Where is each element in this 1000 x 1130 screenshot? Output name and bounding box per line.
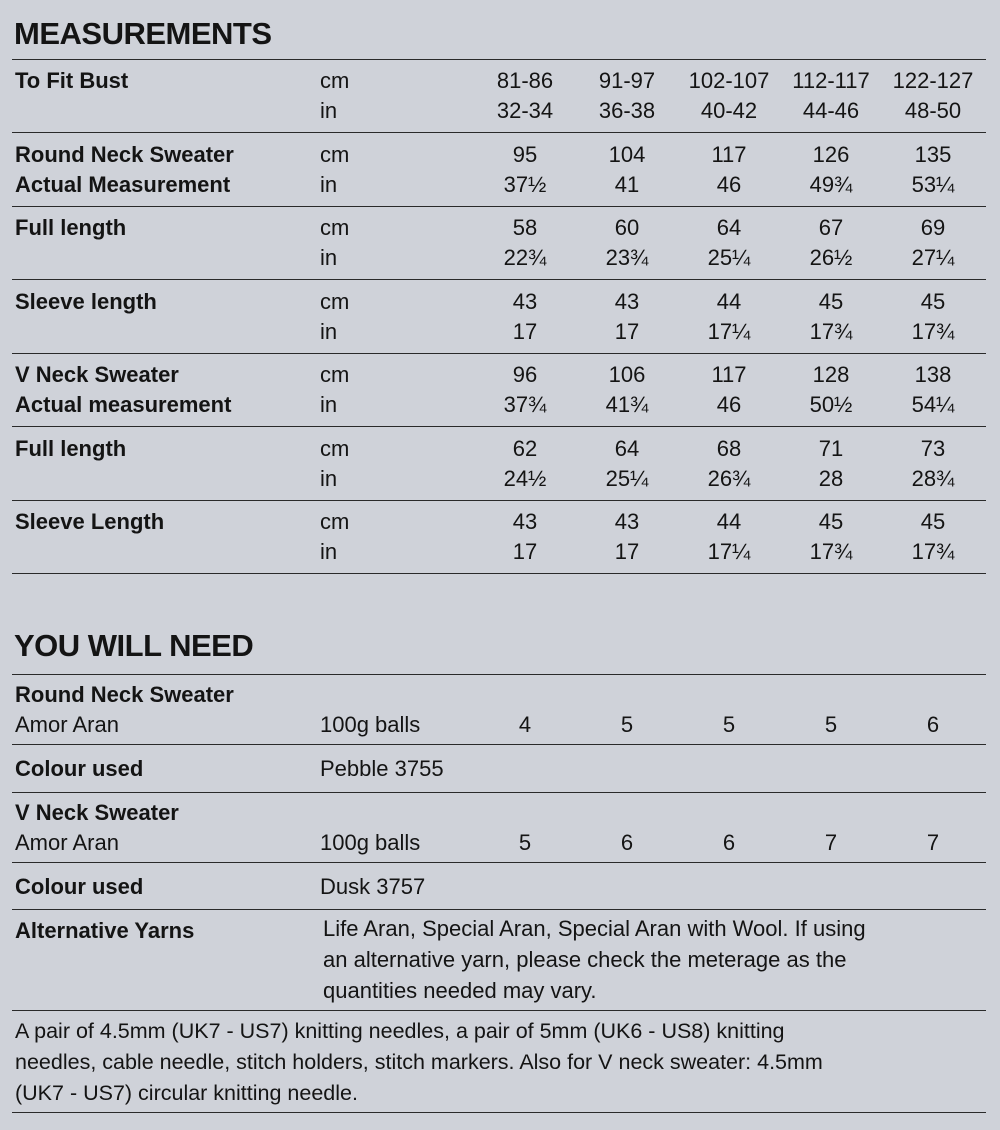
measurement-value: 32-34 bbox=[496, 98, 554, 123]
divider bbox=[12, 573, 986, 574]
measurement-value: 45 bbox=[818, 509, 844, 534]
measurements-heading: MEASUREMENTS bbox=[14, 16, 272, 51]
colour-used-value: Pebble 3755 bbox=[320, 756, 444, 781]
measurement-value: 28 bbox=[818, 466, 844, 491]
measurement-value: 54¼ bbox=[911, 392, 955, 417]
measurement-value: 37½ bbox=[503, 172, 547, 197]
measurement-value: 106 bbox=[608, 362, 646, 387]
divider bbox=[12, 353, 986, 354]
divider bbox=[12, 279, 986, 280]
measurement-label: Actual measurement bbox=[15, 392, 232, 417]
divider bbox=[12, 792, 986, 793]
colour-used-value: Dusk 3757 bbox=[320, 874, 426, 899]
divider bbox=[12, 59, 986, 60]
measurement-label: Actual Measurement bbox=[15, 172, 231, 197]
measurement-value: 48-50 bbox=[904, 98, 962, 123]
measurement-value: 17¼ bbox=[707, 319, 751, 344]
measurement-unit: cm bbox=[320, 509, 350, 534]
measurement-unit: in bbox=[320, 539, 338, 564]
measurement-unit: in bbox=[320, 172, 338, 197]
needles-line: needles, cable needle, stitch holders, stitch markers. Also for V neck sweater: 4.5mm bbox=[15, 1050, 823, 1074]
round-neck-yarn-unit: 100g balls bbox=[320, 712, 421, 737]
measurement-value: 43 bbox=[614, 509, 640, 534]
measurement-value: 138 bbox=[914, 362, 952, 387]
v-neck-yarn-name: Amor Aran bbox=[15, 830, 119, 855]
divider bbox=[12, 674, 986, 675]
measurement-unit: in bbox=[320, 392, 338, 417]
measurement-value: 112-117 bbox=[792, 68, 870, 93]
measurement-unit: in bbox=[320, 98, 338, 123]
round-neck-title: Round Neck Sweater bbox=[15, 682, 234, 707]
measurement-value: 53¼ bbox=[911, 172, 955, 197]
colour-used-label: Colour used bbox=[15, 756, 144, 781]
measurement-value: 45 bbox=[920, 289, 946, 314]
divider bbox=[12, 132, 986, 133]
measurement-label: To Fit Bust bbox=[15, 68, 129, 93]
measurement-label: Sleeve Length bbox=[15, 509, 165, 534]
alternative-yarns-text bbox=[323, 913, 866, 1006]
measurement-value: 45 bbox=[818, 289, 844, 314]
measurement-value: 91-97 bbox=[598, 68, 656, 93]
measurement-unit: cm bbox=[320, 362, 350, 387]
measurement-value: 64 bbox=[716, 215, 742, 240]
measurement-label: V Neck Sweater bbox=[15, 362, 179, 387]
measurement-value: 46 bbox=[716, 392, 742, 417]
yarn-quantity: 6 bbox=[926, 712, 940, 737]
measurement-value: 50½ bbox=[809, 392, 853, 417]
measurement-unit: in bbox=[320, 466, 338, 491]
v-neck-yarn-unit: 100g balls bbox=[320, 830, 421, 855]
colour-used-label: Colour used bbox=[15, 874, 144, 899]
yarn-quantity: 5 bbox=[722, 712, 736, 737]
measurement-value: 81-86 bbox=[496, 68, 554, 93]
measurement-value: 68 bbox=[716, 436, 742, 461]
divider bbox=[12, 1112, 986, 1113]
measurement-value: 126 bbox=[812, 142, 850, 167]
measurement-value: 96 bbox=[512, 362, 538, 387]
measurement-value: 26½ bbox=[809, 245, 853, 270]
alternative-yarns-label: Alternative Yarns bbox=[15, 918, 195, 943]
measurement-value: 25¼ bbox=[707, 245, 751, 270]
measurement-value: 17¾ bbox=[911, 539, 955, 564]
measurement-value: 17¼ bbox=[707, 539, 751, 564]
divider bbox=[12, 206, 986, 207]
round-neck-yarn-name: Amor Aran bbox=[15, 712, 119, 737]
measurement-value: 26¾ bbox=[707, 466, 751, 491]
divider bbox=[12, 1010, 986, 1011]
measurement-value: 40-42 bbox=[700, 98, 758, 123]
measurement-value: 64 bbox=[614, 436, 640, 461]
yarn-quantity: 5 bbox=[620, 712, 634, 737]
measurement-value: 95 bbox=[512, 142, 538, 167]
yarn-quantity: 7 bbox=[824, 830, 838, 855]
measurement-value: 24½ bbox=[503, 466, 547, 491]
measurement-value: 44-46 bbox=[802, 98, 860, 123]
measurement-value: 17 bbox=[614, 539, 640, 564]
measurement-value: 17¾ bbox=[911, 319, 955, 344]
measurement-label: Sleeve length bbox=[15, 289, 157, 314]
measurement-value: 60 bbox=[614, 215, 640, 240]
measurement-value: 25¼ bbox=[605, 466, 649, 491]
measurement-value: 102-107 bbox=[688, 68, 770, 93]
measurement-value: 62 bbox=[512, 436, 538, 461]
yarn-quantity: 7 bbox=[926, 830, 940, 855]
needles-line: A pair of 4.5mm (UK7 - US7) knitting needles, a pair of 5mm (UK6 - US8) knitting bbox=[15, 1019, 785, 1043]
yarn-quantity: 6 bbox=[620, 830, 634, 855]
divider bbox=[12, 744, 986, 745]
divider bbox=[12, 909, 986, 910]
measurement-value: 117 bbox=[711, 142, 747, 167]
measurement-value: 41 bbox=[614, 172, 640, 197]
measurement-label: Round Neck Sweater bbox=[15, 142, 234, 167]
measurement-value: 46 bbox=[716, 172, 742, 197]
measurement-value: 67 bbox=[818, 215, 844, 240]
needles-text bbox=[15, 1016, 823, 1109]
measurement-value: 27¼ bbox=[911, 245, 955, 270]
measurement-value: 49¾ bbox=[809, 172, 853, 197]
measurement-unit: cm bbox=[320, 215, 350, 240]
measurement-unit: in bbox=[320, 245, 338, 270]
measurement-value: 17¾ bbox=[809, 539, 853, 564]
measurement-label: Full length bbox=[15, 436, 127, 461]
measurement-value: 58 bbox=[512, 215, 538, 240]
alternative-yarns-line: an alternative yarn, please check the meterage as the bbox=[323, 947, 847, 972]
measurement-unit: cm bbox=[320, 436, 350, 461]
yarn-quantity: 5 bbox=[824, 712, 838, 737]
yarn-quantity: 5 bbox=[518, 830, 532, 855]
measurement-value: 17¾ bbox=[809, 319, 853, 344]
measurement-value: 104 bbox=[608, 142, 646, 167]
measurement-value: 23¾ bbox=[605, 245, 649, 270]
divider bbox=[12, 500, 986, 501]
measurement-unit: cm bbox=[320, 142, 350, 167]
measurement-label: Full length bbox=[15, 215, 127, 240]
measurement-value: 41¾ bbox=[605, 392, 649, 417]
v-neck-title: V Neck Sweater bbox=[15, 800, 179, 825]
measurement-value: 128 bbox=[812, 362, 850, 387]
measurement-value: 17 bbox=[614, 319, 640, 344]
measurement-value: 71 bbox=[818, 436, 844, 461]
yarn-quantity: 6 bbox=[722, 830, 736, 855]
measurement-value: 17 bbox=[512, 319, 538, 344]
measurement-value: 135 bbox=[914, 142, 952, 167]
measurement-value: 37¾ bbox=[503, 392, 547, 417]
measurement-unit: cm bbox=[320, 289, 350, 314]
measurement-value: 43 bbox=[614, 289, 640, 314]
measurement-value: 22¾ bbox=[503, 245, 547, 270]
divider bbox=[12, 426, 986, 427]
measurement-value: 43 bbox=[512, 289, 538, 314]
measurement-value: 44 bbox=[716, 509, 742, 534]
yarn-quantity: 4 bbox=[518, 712, 532, 737]
measurement-value: 117 bbox=[711, 362, 747, 387]
measurement-unit: in bbox=[320, 319, 338, 344]
needles-line: (UK7 - US7) circular knitting needle. bbox=[15, 1081, 358, 1105]
measurement-value: 122-127 bbox=[892, 68, 974, 93]
measurement-value: 17 bbox=[512, 539, 538, 564]
measurement-value: 28¾ bbox=[911, 466, 955, 491]
measurement-value: 44 bbox=[716, 289, 742, 314]
you-will-need-heading: YOU WILL NEED bbox=[14, 628, 254, 663]
measurement-value: 73 bbox=[920, 436, 946, 461]
measurement-value: 43 bbox=[512, 509, 538, 534]
measurement-value: 36-38 bbox=[598, 98, 656, 123]
alternative-yarns-line: Life Aran, Special Aran, Special Aran with Wool. If using bbox=[323, 916, 866, 941]
alternative-yarns-line: quantities needed may vary. bbox=[323, 978, 597, 1003]
measurement-value: 69 bbox=[920, 215, 946, 240]
divider bbox=[12, 862, 986, 863]
measurement-unit: cm bbox=[320, 68, 350, 93]
measurement-value: 45 bbox=[920, 509, 946, 534]
